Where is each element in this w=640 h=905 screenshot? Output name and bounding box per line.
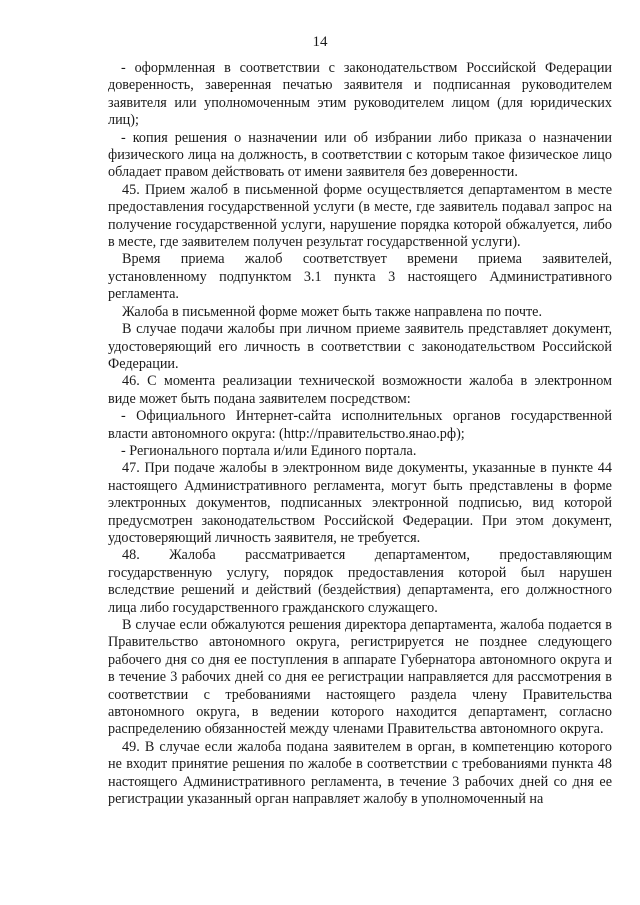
paragraph-48: 48. Жалоба рассматривается департаментом, предоставляющим государственную услугу, порядок предоставления которой был нарушен вследствие решений и действий (бездействия) департамента, его должностного лица либо государственного гражданского служащего. bbox=[108, 547, 612, 616]
paragraph-regional-portal: - Регионального портала и/или Единого портала. bbox=[121, 442, 417, 459]
paragraph-official-site: - Официального Интернет-сайта исполнительных органов государственной власти автономного округа: (http://правительство.янао.рф); bbox=[108, 408, 612, 442]
paragraph-director-complaint: В случае если обжалуются решения директора департамента, жалоба подается в Правительство автономного округа, регистрируется не позднее следующего рабочего дня со дня ее поступления в аппарате Губернатора автономного округа и в течение 3 рабочих дней со дня ее регистрации направляется для рассмотрения в соответствии с требованиями настоящего раздела члену Правительства автономного округа, в ведении которого находится департамент, согласно распределению обязанностей между членами Правительства автономного округа. bbox=[108, 617, 612, 738]
paragraph-46: 46. С момента реализации технической возможности жалоба в электронном виде может быть подана заявителем посредством: bbox=[108, 373, 612, 407]
paragraph-by-mail: Жалоба в письменной форме может быть также направлена по почте. bbox=[122, 303, 543, 320]
paragraph-45: 45. Прием жалоб в письменной форме осуществляется департаментом в месте предоставления государственной услуги (в месте, где заявитель подавал запрос на получение государственной услуги, нарушение порядка которой обжалуется, либо в месте, где заявителем получен результат государственной услуги). bbox=[108, 181, 612, 251]
paragraph-reception-time: Время приема жалоб соответствует времени приема заявителей, установленному подпунктом 3.1 пункта 3 настоящего Административного регламента. bbox=[108, 251, 612, 303]
paragraph-47: 47. При подаче жалобы в электронном виде документы, указанные в пункте 44 настоящего Административного регламента, могут быть представлены в форме электронных документов, подписанных электронной подписью, вид которой предусмотрен законодательством Российской Федерации. При этом документ, удостоверяющий личность заявителя, не требуется. bbox=[108, 460, 612, 546]
paragraph-appointment-copy: - копия решения о назначении или об избрании либо приказа о назначении физического лица на должность, в соответствии с которым такое физическое лицо обладает правом действовать от имени заявителя без доверенности. bbox=[108, 129, 612, 181]
paragraph-power-of-attorney: - оформленная в соответствии с законодательством Российской Федерации доверенность, заверенная печатью заявителя и подписанная руководителем заявителя или уполномоченным этим руководителем лицом (для юридических лиц); bbox=[108, 60, 612, 129]
document-body bbox=[108, 60, 612, 808]
page-number: 14 bbox=[312, 34, 328, 50]
paragraph-49: 49. В случае если жалоба подана заявителем в орган, в компетенцию которого не входит принятие решения по жалобе в соответствии с требованиями пункта 48 настоящего Административного регламента, в течение 3 рабочих дней со дня ее регистрации указанный орган направляет жалобу в уполномоченный на bbox=[108, 738, 612, 808]
paragraph-personal-reception: В случае подачи жалобы при личном приеме заявитель представляет документ, удостоверяющий его личность в соответствии с законодательством Российской Федерации. bbox=[108, 321, 612, 372]
